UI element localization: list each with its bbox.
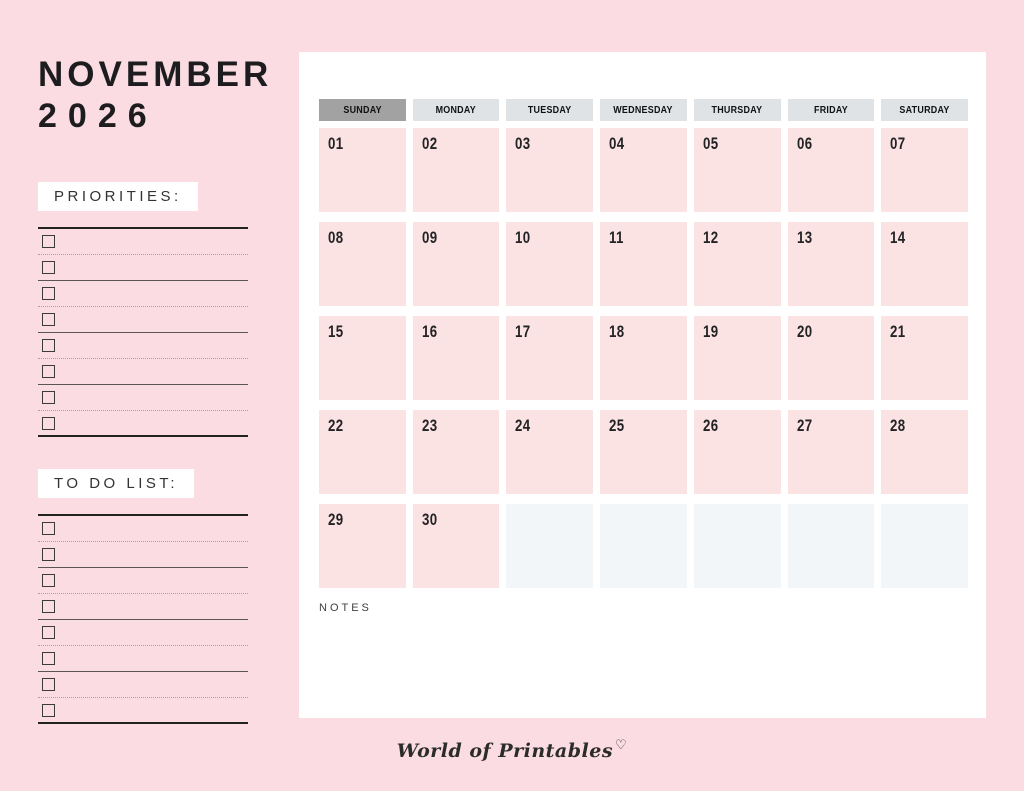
todo-checklist xyxy=(38,514,248,724)
footer-logo-text: World of Printables xyxy=(396,740,614,762)
day-number: 27 xyxy=(796,416,813,435)
day-cell-16 xyxy=(413,316,500,400)
day-cell-11 xyxy=(600,222,687,306)
day-cell-27 xyxy=(788,410,875,494)
weekday-header-saturday xyxy=(881,99,968,121)
day-cell-19 xyxy=(694,316,781,400)
day-cell-03 xyxy=(506,128,593,212)
checkbox-icon xyxy=(42,626,55,639)
day-number: 08 xyxy=(328,228,344,247)
weekday-label: MONDAY xyxy=(435,104,477,116)
day-cell-02 xyxy=(413,128,500,212)
day-cell-08 xyxy=(319,222,406,306)
calendar-grid xyxy=(319,128,968,588)
checklist-row xyxy=(38,307,248,333)
day-number: 01 xyxy=(328,134,344,153)
day-cell-29 xyxy=(319,504,406,588)
checkbox-icon xyxy=(42,704,55,717)
day-cell-23 xyxy=(413,410,500,494)
todo-section xyxy=(38,469,248,724)
day-number: 03 xyxy=(515,134,531,153)
empty-day-cell xyxy=(600,504,687,588)
checklist-row xyxy=(38,542,248,568)
checklist-row xyxy=(38,333,248,359)
day-number: 25 xyxy=(609,416,625,435)
weekday-label: FRIDAY xyxy=(813,104,848,116)
day-number: 13 xyxy=(796,228,813,247)
day-number: 17 xyxy=(515,322,531,341)
checklist-row xyxy=(38,385,248,411)
checklist-row xyxy=(38,411,248,437)
checklist-row xyxy=(38,568,248,594)
day-number: 02 xyxy=(421,134,438,153)
calendar-panel xyxy=(299,52,986,718)
day-number: 28 xyxy=(890,416,906,435)
day-cell-30 xyxy=(413,504,500,588)
checklist-row xyxy=(38,672,248,698)
empty-day-cell xyxy=(506,504,593,588)
checkbox-icon xyxy=(42,417,55,430)
day-cell-21 xyxy=(881,316,968,400)
day-number: 16 xyxy=(421,322,438,341)
day-number: 30 xyxy=(421,510,438,529)
checklist-row xyxy=(38,255,248,281)
day-cell-20 xyxy=(788,316,875,400)
checklist-row xyxy=(38,516,248,542)
year-title: 2026 xyxy=(38,96,158,135)
priorities-section xyxy=(38,182,248,437)
day-number: 18 xyxy=(609,322,625,341)
checkbox-icon xyxy=(42,574,55,587)
day-cell-22 xyxy=(319,410,406,494)
day-number: 24 xyxy=(515,416,531,435)
checkbox-icon xyxy=(42,678,55,691)
weekday-header-tuesday xyxy=(506,99,593,121)
checkbox-icon xyxy=(42,261,55,274)
day-number: 09 xyxy=(421,228,438,247)
weekday-label: WEDNESDAY xyxy=(613,104,674,116)
day-number: 26 xyxy=(702,416,719,435)
checklist-row xyxy=(38,281,248,307)
checkbox-icon xyxy=(42,522,55,535)
weekday-label: SUNDAY xyxy=(343,104,382,116)
day-number: 10 xyxy=(515,228,531,247)
empty-day-cell xyxy=(881,504,968,588)
weekday-label: SATURDAY xyxy=(899,104,950,116)
day-cell-04 xyxy=(600,128,687,212)
day-number: 15 xyxy=(328,322,344,341)
day-cell-14 xyxy=(881,222,968,306)
weekday-header-thursday xyxy=(694,99,781,121)
weekday-label: TUESDAY xyxy=(527,104,572,116)
day-cell-01 xyxy=(319,128,406,212)
day-number: 12 xyxy=(702,228,719,247)
checklist-row xyxy=(38,359,248,385)
month-title: NOVEMBER xyxy=(38,55,273,94)
day-cell-09 xyxy=(413,222,500,306)
day-cell-06 xyxy=(788,128,875,212)
checkbox-icon xyxy=(42,548,55,561)
checkbox-icon xyxy=(42,287,55,300)
day-cell-25 xyxy=(600,410,687,494)
checklist-row xyxy=(38,698,248,724)
day-number: 11 xyxy=(609,228,624,247)
priorities-checklist xyxy=(38,227,248,437)
day-cell-05 xyxy=(694,128,781,212)
checklist-row xyxy=(38,646,248,672)
checklist-row xyxy=(38,594,248,620)
checkbox-icon xyxy=(42,235,55,248)
checkbox-icon xyxy=(42,365,55,378)
empty-day-cell xyxy=(694,504,781,588)
day-number: 23 xyxy=(421,416,438,435)
weekday-header-wednesday xyxy=(600,99,687,121)
day-cell-12 xyxy=(694,222,781,306)
checklist-row xyxy=(38,229,248,255)
checkbox-icon xyxy=(42,652,55,665)
empty-day-cell xyxy=(788,504,875,588)
day-number: 20 xyxy=(796,322,813,341)
weekday-header-row xyxy=(319,99,968,121)
day-number: 06 xyxy=(796,134,813,153)
day-cell-28 xyxy=(881,410,968,494)
day-number: 14 xyxy=(890,228,906,247)
heart-icon: ♡ xyxy=(615,738,628,753)
priorities-label: PRIORITIES: xyxy=(38,182,198,211)
day-number: 04 xyxy=(609,134,625,153)
day-cell-17 xyxy=(506,316,593,400)
weekday-header-monday xyxy=(413,99,500,121)
day-number: 07 xyxy=(890,134,906,153)
weekday-header-sunday xyxy=(319,99,406,121)
checkbox-icon xyxy=(42,339,55,352)
title-block xyxy=(38,56,272,135)
weekday-label: THURSDAY xyxy=(711,104,763,116)
day-number: 21 xyxy=(890,322,906,341)
checkbox-icon xyxy=(42,600,55,613)
notes-label: NOTES xyxy=(319,602,372,614)
day-number: 22 xyxy=(328,416,344,435)
day-number: 19 xyxy=(702,322,719,341)
day-cell-26 xyxy=(694,410,781,494)
day-number: 29 xyxy=(328,510,344,529)
day-cell-10 xyxy=(506,222,593,306)
day-cell-15 xyxy=(319,316,406,400)
day-cell-18 xyxy=(600,316,687,400)
day-cell-13 xyxy=(788,222,875,306)
day-number: 05 xyxy=(702,134,719,153)
checkbox-icon xyxy=(42,313,55,326)
weekday-header-friday xyxy=(788,99,875,121)
footer-logo xyxy=(0,740,1024,762)
checklist-row xyxy=(38,620,248,646)
checkbox-icon xyxy=(42,391,55,404)
todo-label: TO DO LIST: xyxy=(38,469,194,498)
day-cell-07 xyxy=(881,128,968,212)
day-cell-24 xyxy=(506,410,593,494)
